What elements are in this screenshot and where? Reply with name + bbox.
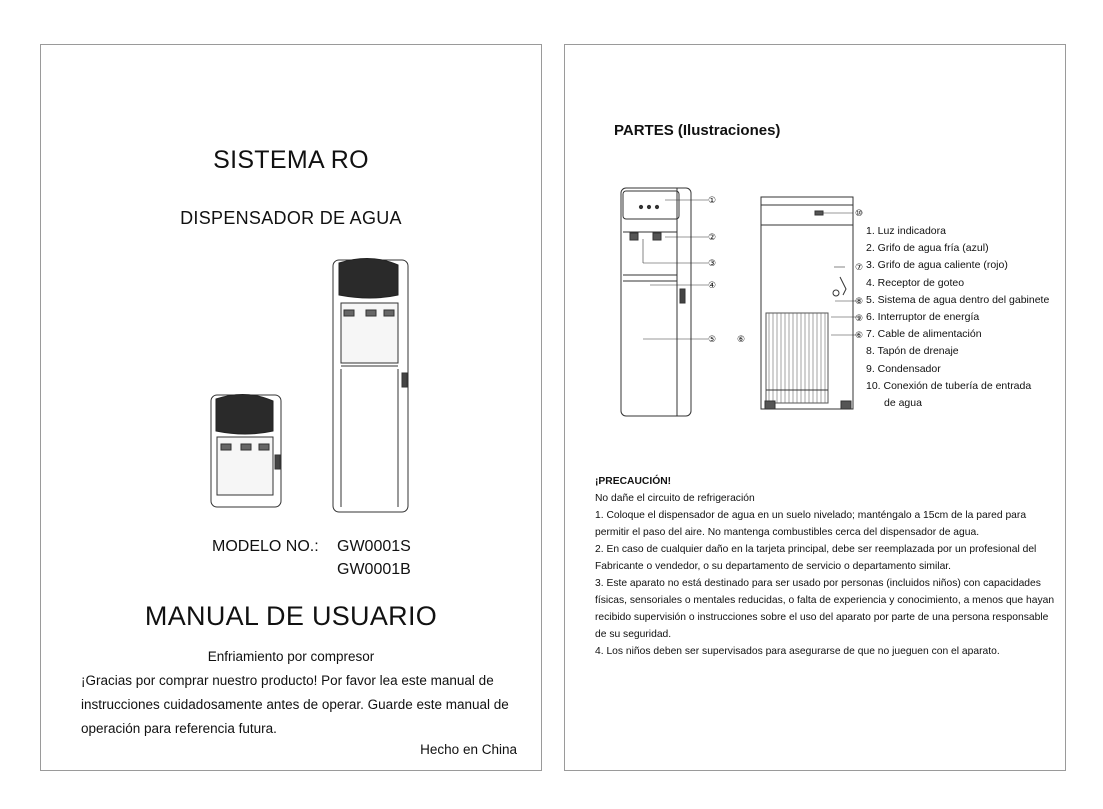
cover-subtitle: DISPENSADOR DE AGUA xyxy=(180,208,402,228)
cover-title: SISTEMA RO xyxy=(213,146,369,174)
parts-item: 5. Sistema de agua dentro del gabinete xyxy=(866,293,1050,306)
callout-5: ⑤ xyxy=(708,335,717,345)
caution-intro: No dañe el circuito de refrigeración xyxy=(595,493,755,504)
caution-section xyxy=(595,473,1057,660)
parts-page xyxy=(564,44,1066,771)
parts-item: 8. Tapón de drenaje xyxy=(866,345,959,358)
parts-item: 9. Condensador xyxy=(866,362,941,375)
model-number: GW0001S xyxy=(337,538,411,555)
cooling-type: Enfriamiento por compresor xyxy=(207,649,375,664)
parts-title: PARTES (Ilustraciones) xyxy=(614,122,781,139)
caution-item: 1. Coloque el dispensador de agua en un suelo nivelado; manténgalo a 15cm de la pared para permitir el paso del aire. No mantenga combustibles cerca del dispensador de agua. xyxy=(595,510,1027,538)
manual-title: MANUAL DE USUARIO xyxy=(144,601,438,631)
front-view-drawing xyxy=(621,188,708,416)
dispenser-illustration xyxy=(41,45,543,525)
countertop-dispenser-drawing xyxy=(211,394,281,507)
parts-item: 3. Grifo de agua caliente (rojo) xyxy=(866,259,1008,272)
model-label: MODELO NO.: xyxy=(212,538,319,555)
caution-item: 4. Los niños deben ser supervisados para asegurarse de que no jueguen con el aparato. xyxy=(595,646,1000,657)
parts-item: de agua xyxy=(884,397,922,410)
parts-item: 10. Conexión de tubería de entrada xyxy=(866,379,1032,392)
callout-10: ⑩ xyxy=(855,209,864,219)
parts-item: 4. Receptor de goteo xyxy=(866,276,965,289)
callout-6: ⑥ xyxy=(855,331,864,341)
thanks-paragraph: ¡Gracias por comprar nuestro producto! Por favor lea este manual de instrucciones cuidadosamente antes de operar. Guarde este manual de operación para referencia futura. xyxy=(81,673,509,736)
callout-4: ④ xyxy=(708,281,717,291)
caution-item: 3. Este aparato no está destinado para ser usado por personas (incluidos niños) con capacidades físicas, sensoriales o mentales reducidas, o falta de experiencia y conocimiento, a menos que hayan recibido supervisión o instrucciones sobre el uso del aparato por parte de una persona responsable de su seguridad. xyxy=(595,578,1055,640)
caution-heading: ¡PRECAUCIÓN! xyxy=(595,476,672,487)
model-number: GW0001B xyxy=(337,561,411,578)
callout-7: ⑦ xyxy=(855,263,864,273)
callout-3: ③ xyxy=(708,259,717,269)
parts-item: 1. Luz indicadora xyxy=(866,225,946,237)
callout-6: ⑥ xyxy=(737,335,746,345)
tall-dispenser-drawing xyxy=(333,258,408,512)
parts-legend xyxy=(866,223,1049,412)
callout-9: ⑨ xyxy=(855,314,864,324)
made-in-label: Hecho en China xyxy=(420,742,517,757)
parts-item: 7. Cable de alimentación xyxy=(866,328,982,341)
callout-1: ① xyxy=(708,196,717,206)
caution-item: 2. En caso de cualquier daño en la tarjeta principal, debe ser reemplazada por un profesional del Fabricante o vendedor, o su departamento de servicio o departamento similar. xyxy=(595,544,1037,572)
parts-item: 2. Grifo de agua fría (azul) xyxy=(866,242,989,255)
parts-item: 6. Interruptor de energía xyxy=(866,311,980,324)
cover-page xyxy=(40,44,542,771)
back-view-drawing xyxy=(761,197,857,409)
callout-2: ② xyxy=(708,233,717,243)
callout-8: ⑧ xyxy=(855,297,864,307)
